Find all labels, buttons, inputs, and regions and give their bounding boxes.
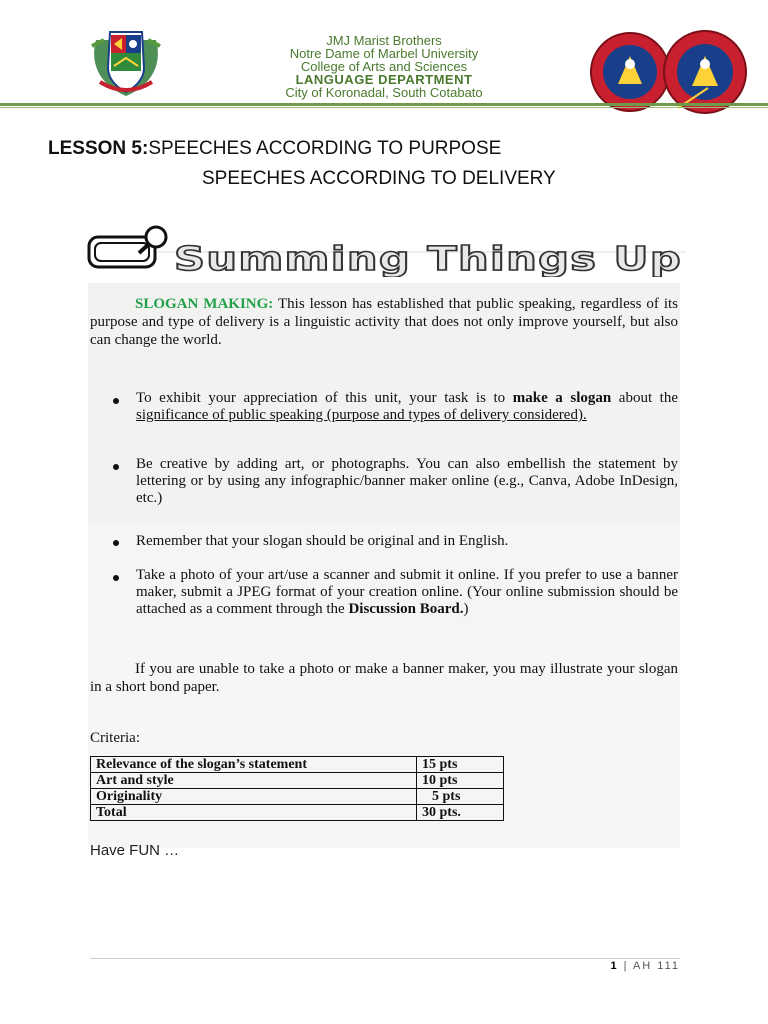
table-row <box>91 805 504 821</box>
header-line-1: JMJ Marist Brothers <box>326 33 442 48</box>
table-row <box>91 789 504 805</box>
closing-text: Have FUN … <box>90 842 180 859</box>
lesson-number: LESSON 5: <box>48 138 149 159</box>
header-divider <box>0 103 768 106</box>
instruction-4-end: ) <box>463 601 469 617</box>
points-cell: 10 pts <box>417 773 504 789</box>
footer-separator: | <box>618 960 633 972</box>
header-line-5: City of Koronadal, South Cotabato <box>285 85 483 100</box>
points-cell: 30 pts. <box>417 805 504 821</box>
points-cell: 5 pts <box>417 789 504 805</box>
lesson-title-1: SPEECHES ACCORDING TO PURPOSE <box>148 138 502 159</box>
slogan-making-heading: SLOGAN MAKING: <box>135 296 274 312</box>
criterion-cell: Total <box>91 805 417 821</box>
criterion-cell: Originality <box>91 789 417 805</box>
intro-paragraph <box>90 295 678 349</box>
bullet-icon <box>113 464 121 472</box>
page-number: 1 <box>610 960 619 972</box>
university-crest-logo <box>88 22 164 100</box>
instruction-4-text: Take a photo of your art/use a scanner and submit it online. If you prefer to use a banner maker, submit a JPEG format of your creation online. (Your online submission should be attached as a comment through the <box>136 567 678 617</box>
instruction-1-underlined: significance of public speaking (purpose and types of delivery considered). <box>136 407 587 423</box>
intro-body: This lesson has established that public speaking, regardless of its purpose and type of delivery is a linguistic activity that does not only improve yourself, but also can change the world. <box>90 296 678 348</box>
bullet-icon <box>113 540 121 548</box>
header-line-3: College of Arts and Sciences <box>300 59 468 74</box>
instruction-item-4 <box>136 567 678 618</box>
page-footer <box>560 960 680 972</box>
table-row <box>91 773 504 789</box>
instruction-4-bold: Discussion Board. <box>348 601 464 617</box>
instruction-item-1 <box>136 390 678 424</box>
criterion-cell: Art and style <box>91 773 417 789</box>
instruction-1-text: To exhibit your appreciation of this unit, your task is to <box>136 390 513 406</box>
header-department: LANGUAGE DEPARTMENT <box>295 72 473 87</box>
bullet-icon <box>113 575 121 583</box>
bullet-icon <box>113 398 121 406</box>
criteria-label: Criteria: <box>90 730 140 746</box>
alternative-submission-paragraph: If you are unable to take a photo or make a banner maker, you may illustrate your slogan in a short bond paper. <box>90 661 678 695</box>
lesson-title-line-1 <box>48 138 501 160</box>
header-line-2: Notre Dame of Marbel University <box>289 46 479 61</box>
course-code: AH 111 <box>632 960 680 972</box>
instruction-item-3: Remember that your slogan should be original and in English. <box>136 533 509 549</box>
banner-title: Summing Things Up <box>174 239 682 277</box>
footer-divider <box>90 958 680 959</box>
section-banner <box>86 225 692 277</box>
criteria-table <box>90 756 504 821</box>
instruction-1-text-b: about the <box>611 390 679 406</box>
institution-header <box>230 34 538 99</box>
instruction-1-bold: make a slogan <box>512 390 612 406</box>
instruction-item-2: Be creative by adding art, or photographs. You can also embellish the statement by lettering or by using any infographic/banner maker online (e.g., Canva, Adobe InDesign, etc.) <box>136 456 678 506</box>
table-row <box>91 757 504 773</box>
lesson-title-2: SPEECHES ACCORDING TO DELIVERY <box>202 168 556 189</box>
header-divider-thin <box>0 107 768 108</box>
criterion-cell: Relevance of the slogan’s statement <box>91 757 417 773</box>
points-cell: 15 pts <box>417 757 504 773</box>
